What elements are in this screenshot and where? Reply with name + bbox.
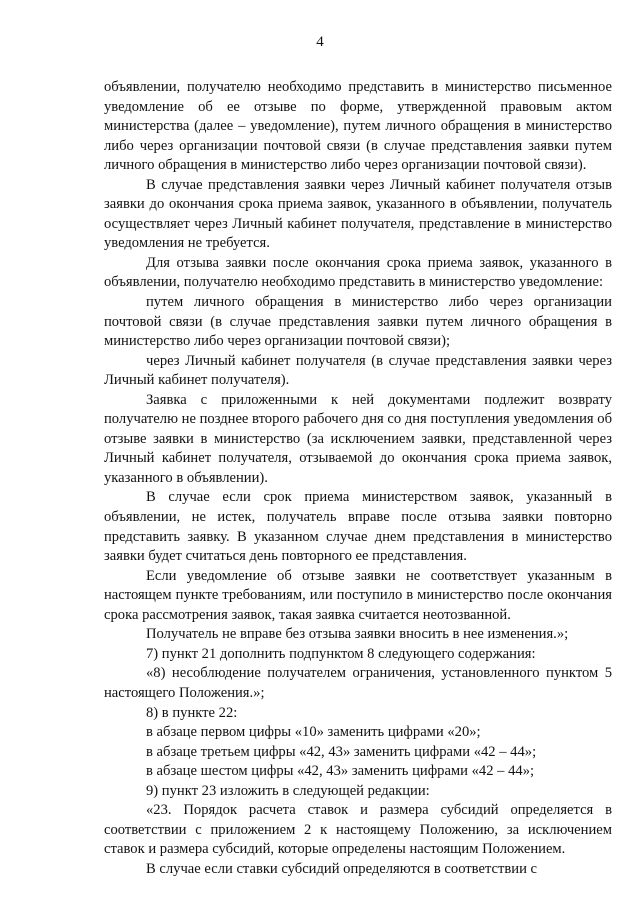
- paragraph: 8) в пункте 22:: [146, 704, 238, 721]
- paragraph: 7) пункт 21 дополнить подпунктом 8 следующего содержания:: [146, 645, 536, 662]
- paragraph: В случае если срок приема министерством заявок, указанный в объявлении, не истек, получатель вправе после отзыва заявки повторно представить заявку. В указанном случае днем представления в министерство заявки будет считаться день повторного ее представления.: [104, 489, 612, 565]
- paragraph: Заявка с приложенными к ней документами подлежит возврату получателю не позднее второго рабочего дня со дня поступления уведомления об отзыве заявки в министерство (за исключением заявки, представленной через Личный кабинет получателя, отзываемой до окончания срока приема заявок, указанного в объявлении).: [104, 391, 612, 486]
- paragraph: в абзаце третьем цифры «42, 43» заменить цифрами «42 – 44»;: [146, 743, 537, 760]
- paragraph: «23. Порядок расчета ставок и размера субсидий определяется в соответствии с приложением 2 к настоящему Положению, за исключением ставок и размера субсидий, которые определены настоящим Положением.: [104, 802, 612, 858]
- paragraph: 9) пункт 23 изложить в следующей редакции:: [146, 782, 430, 799]
- paragraph: в абзаце первом цифры «10» заменить цифрами «20»;: [146, 724, 481, 741]
- paragraph: объявлении, получателю необходимо представить в министерство письменное уведомление об ее отзыве по форме, утвержденной правовым актом министерства (далее – уведомление), путем личного обращения в министерство либо через организации почтовой связи (в случае представления заявки путем личного обращения в министерство либо через организации почтовой связи).: [104, 79, 612, 174]
- document-body: [104, 78, 612, 879]
- paragraph: «8) несоблюдение получателем ограничения, установленного пунктом 5 настоящего Положения.»;: [104, 665, 612, 701]
- page-number: 4: [316, 34, 324, 50]
- paragraph: В случае представления заявки через Личный кабинет получателя отзыв заявки до окончания срока приема заявок, указанного в объявлении, получатель осуществляет через Личный кабинет получателя, представление в министерство уведомления не требуется.: [104, 176, 612, 252]
- paragraph: Получатель не вправе без отзыва заявки вносить в нее изменения.»;: [146, 626, 569, 643]
- paragraph: в абзаце шестом цифры «42, 43» заменить цифрами «42 – 44»;: [146, 763, 535, 780]
- paragraph: Если уведомление об отзыве заявки не соответствует указанным в настоящем пункте требованиям, или поступило в министерство после окончания срока рассмотрения заявок, такая заявка считается неотозванной.: [104, 567, 612, 623]
- paragraph: Для отзыва заявки после окончания срока приема заявок, указанного в объявлении, получателю необходимо представить в министерство уведомление:: [104, 254, 612, 291]
- paragraph: путем личного обращения в министерство либо через организации почтовой связи (в случае представления заявки путем личного обращения в министерство либо через организации почтовой связи);: [104, 294, 612, 350]
- paragraph: В случае если ставки субсидий определяются в соответствии с: [146, 860, 538, 877]
- paragraph: через Личный кабинет получателя (в случае представления заявки через Личный кабинет получателя).: [104, 352, 612, 389]
